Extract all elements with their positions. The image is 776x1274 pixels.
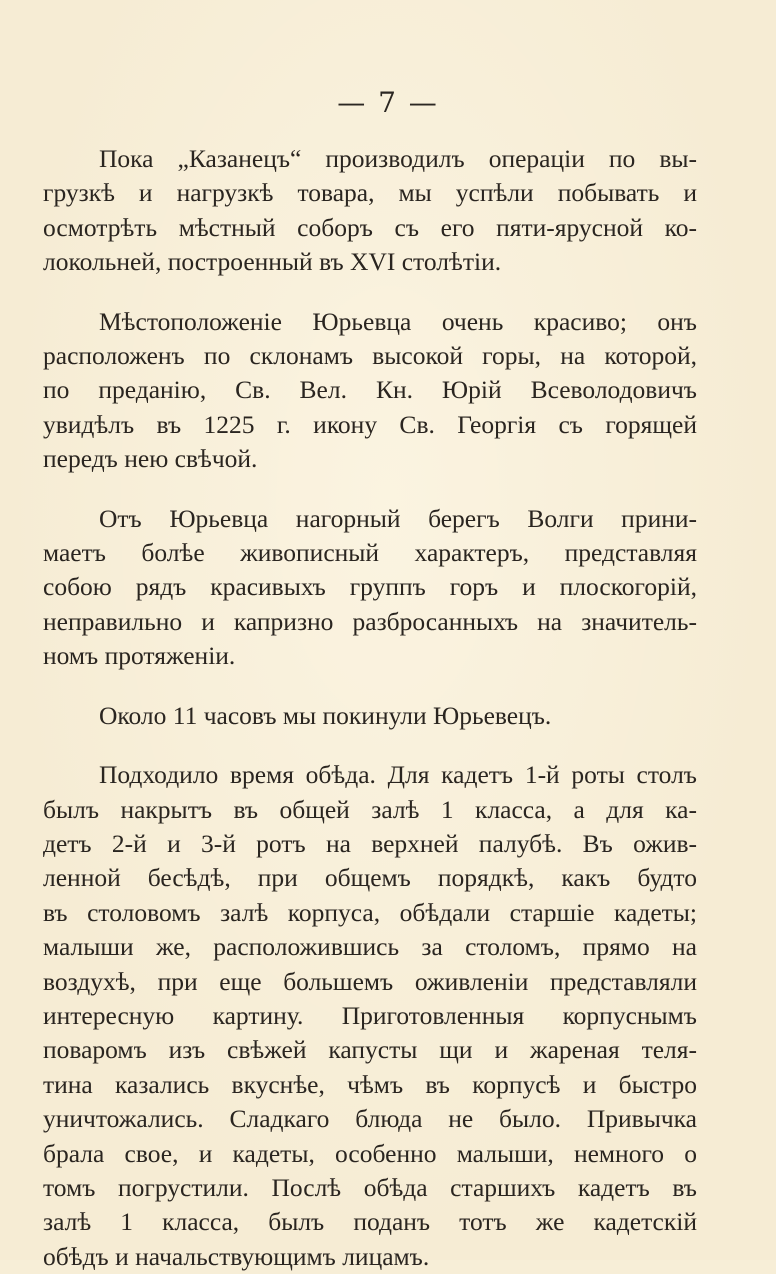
paragraph-4 [43,699,697,733]
text-line: маетъ болѣе живописный характеръ, представляя [43,538,697,568]
text-line: залѣ 1 класса, былъ поданъ тотъ же кадетскій [43,1207,697,1237]
text-line: неправильно и капризно разбросанныхъ на значитель- [43,606,697,636]
text-line: увидѣлъ въ 1225 г. икону Св. Георгія съ горящей [43,409,697,439]
text-line: Отъ Юрьевца нагорный берегъ Волги прини- [99,503,697,533]
text-line: былъ накрытъ въ общей залѣ 1 класса, а для ка- [43,794,697,824]
text-line: собою рядъ красивыхъ группъ горъ и плоскогорій, [43,572,697,602]
text-line: грузкѣ и нагрузкѣ товара, мы успѣли побывать и [43,178,697,208]
text-line: томъ погрустили. Послѣ обѣда старшихъ кадетъ въ [43,1172,697,1202]
paragraph-2 [43,305,697,477]
text-line: воздухѣ, при еще большемъ оживленіи представляли [43,966,697,996]
text-line: брала свое, и кадеты, особенно малыши, немного о [43,1138,697,1168]
paragraph-5 [43,758,697,1274]
text-line: Подходило время обѣда. Для кадетъ 1-й роты столъ [99,760,697,790]
text-line: осмотрѣть мѣстный соборъ съ его пяти-ярусной ко- [43,212,697,242]
text-line: Около 11 часовъ мы покинули Юрьевецъ. [99,700,552,730]
text-line: Пока „Казанецъ“ производилъ операціи по вы- [99,144,697,173]
text-line: уничтожались. Сладкаго блюда не было. Привычка [43,1104,697,1134]
text-line: локольней, построенный въ XVI столѣтіи. [43,247,502,277]
paragraph-3 [43,502,697,674]
text-line: по преданію, Св. Вел. Кн. Юрій Всеволодовичъ [43,375,697,405]
text-line: передъ нею свѣчой. [43,444,258,474]
paragraph-1 [43,142,697,280]
text-line: обѣдъ и начальствующимъ лицамъ. [43,1241,430,1271]
page-number: — 7 — [337,86,439,119]
text-line: Мѣстоположеніе Юрьевца очень красиво; онъ [99,306,697,336]
text-line: детъ 2-й и 3-й ротъ на верхней палубѣ. Въ ожив- [43,828,697,858]
text-line: расположенъ по склонамъ высокой горы, на которой, [43,341,697,371]
body-text [43,142,697,1274]
text-line: ленной бесѣдѣ, при общемъ порядкѣ, какъ будто [43,863,697,893]
text-line: поваромъ изъ свѣжей капусты щи и жареная теля- [43,1035,697,1065]
text-line: тина казались вкуснѣе, чѣмъ въ корпусѣ и быстро [43,1069,697,1099]
text-line: номъ протяженіи. [43,641,236,671]
text-line: въ столовомъ залѣ корпуса, обѣдали старшіе кадеты; [43,897,697,927]
text-line: интересную картину. Приготовленныя корпуснымъ [43,1000,697,1030]
text-line: малыши же, расположившись за столомъ, прямо на [43,932,697,962]
